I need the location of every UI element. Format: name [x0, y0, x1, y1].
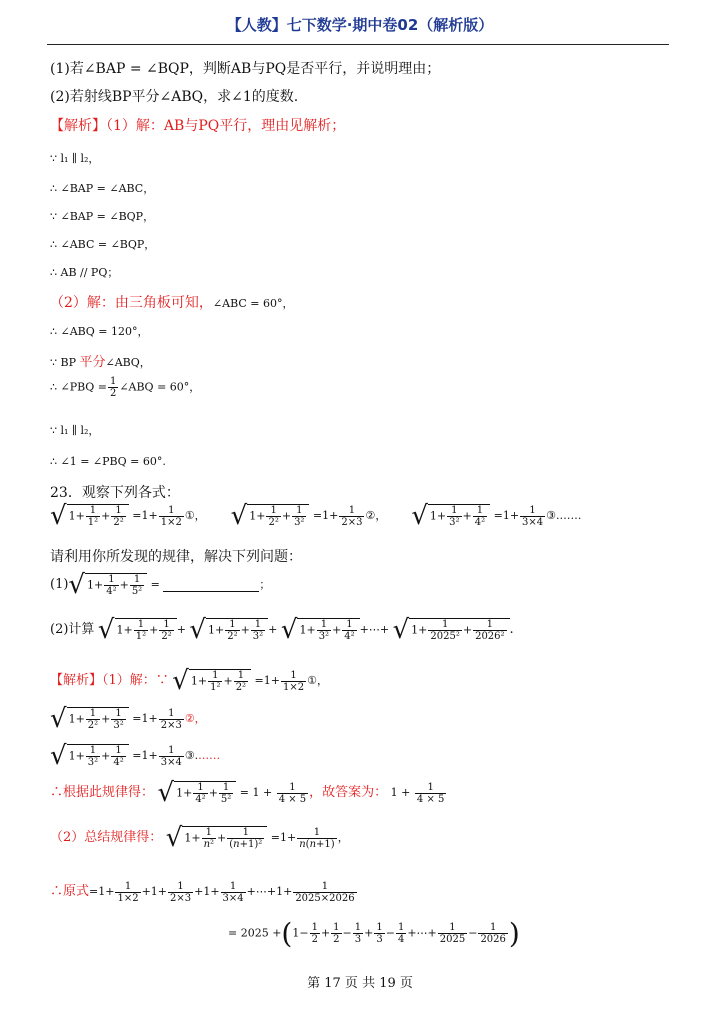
instruction: 请利用你所发现的规律，解决下列问题： — [50, 549, 302, 565]
solution-part-1-c: √ 1+ $\frac{1}{\text{3²}}$ + $\frac{1}{\text{4²}}$ =1+ $\frac{1}{3\times 4}$ ③.…… — [50, 741, 221, 771]
solution-1-line — [50, 115, 345, 135]
solution-2-line — [50, 292, 294, 312]
q23-title: 23．观察下列各式： — [50, 485, 180, 501]
step-3: ∵ ∠BAP = ∠BQP， — [50, 210, 155, 223]
page-footer: 第 17 页 共 19 页 — [307, 976, 413, 991]
step-4: ∴ ∠ABC = ∠BQP， — [50, 238, 156, 251]
general-rule: （2）总结规律得： √ 1+ $\frac{1}{\text{n²}}$ + $\frac{1}{\text{(n+1)²}}$ =1+ $\frac{1}{n(n+1)}$ ， — [50, 823, 349, 853]
answer-2-label: （2）解：由三角板可知， — [50, 295, 213, 311]
header-rule — [47, 44, 669, 45]
step-2: ∴ ∠BAP = ∠ABC， — [50, 182, 155, 195]
question-1: (1)若∠BAP = ∠BQP，判断AB与PQ是否平行，并说明理由； — [50, 61, 441, 77]
solution-part-1-b: √ 1+ $\frac{1}{\text{2²}}$ + $\frac{1}{\text{3²}}$ =1+ $\frac{1}{2\times 3}$ ②， — [50, 704, 206, 734]
step-7: ∵ BP 平分∠ABQ， — [50, 355, 151, 370]
answer-blank — [163, 579, 259, 592]
step-8: ∴ ∠PBQ = $\frac{1}{2}$ ∠ABQ = 60°， — [50, 376, 201, 399]
solution-part-1-a: 【解析】（1）解：∵ √ 1+ $\frac{1}{\text{1²}}$ + $\frac{1}{\text{2²}}$ =1+ $\frac{1}{1\times 2}$ ①， — [50, 666, 328, 696]
step-10: ∴ ∠1 = ∠PBQ = 60°. — [50, 455, 166, 468]
expansion: = 2025 +(1− $\frac{1}{2}$ + $\frac{1}{2}$ − $\frac{1}{3}$ + $\frac{1}{3}$ − $\frac{1}{4}$ +⋯+ $\frac{1}{2025}$ − $\frac{1}{2026}$ ) — [228, 917, 520, 950]
step-5: ∴ AB // PQ； — [50, 266, 119, 279]
step-9: ∵ l₁ ∥ l₂， — [50, 424, 100, 437]
part-2-question: (2)计算 √ 1+ $\frac{1}{\text{1²}}$ + $\frac{1}{\text{2²}}$ + √ 1+ $\frac{1}{\text{2²}}$ + $\frac{1}{\text{3²}}$ + √ 1+ $\frac{1}{\text{3²}}$ + $\frac{1}{\text{4²}}$ +⋯+ √ 1+ $\frac{1}{\text{2025²}}$ + $\frac{1}{\text{2026²}}$ . — [50, 615, 514, 645]
rule-derivation: ∴根据此规律得： √ 1+ $\frac{1}{\text{4²}}$ + $\frac{1}{\text{5²}}$ = 1 + $\frac{1}{4 \times 5}$ ，故答案为： 1 + $\frac{1}{4 \times 5}$ — [50, 778, 445, 808]
answer-2-text: ∠ABC = 60°， — [212, 297, 294, 310]
answer-1-text: AB与PQ平行，理由见解析； — [163, 118, 346, 134]
step-1: ∵ l₁ ∥ l₂， — [50, 152, 100, 165]
answer-1-label: （1）解： — [106, 118, 164, 134]
original-expression: ∴原式=1+ $\frac{1}{1\times 2}$ +1+ $\frac{1}{2\times 3}$ +1+ $\frac{1}{3\times 4}$ +⋯+1+ $\frac{1}{2025\times 2026}$ — [50, 880, 355, 904]
part-1-question: (1)√ 1+ $\frac{1}{\text{4²}}$ + $\frac{1}{\text{5²}}$ = ； — [50, 570, 271, 600]
question-2: (2)若射线BP平分∠ABQ，求∠1的度数. — [50, 89, 299, 105]
step-6: ∴ ∠ABQ = 120°， — [50, 325, 149, 338]
page-header: 【人教】七下数学·期中卷02（解析版） — [226, 16, 494, 34]
analysis-tag: 【解析】 — [50, 118, 106, 134]
observation-row: √ 1+ $\frac{1}{\text{1²}}$ + $\frac{1}{\text{2²}}$ =1+ $\frac{1}{1\times 2}$ ①， √ 1+ $\frac{1}{\text{2²}}$ + $\frac{1}{\text{3²}}$ =1+ $\frac{1}{2\times 3}$ ②， √ 1+ $\frac{1}{\text{3²}}$ + $\frac{1}{\text{4²}}$ =1+ $\frac{1}{3\times 4}$ ③.…… — [50, 501, 582, 531]
